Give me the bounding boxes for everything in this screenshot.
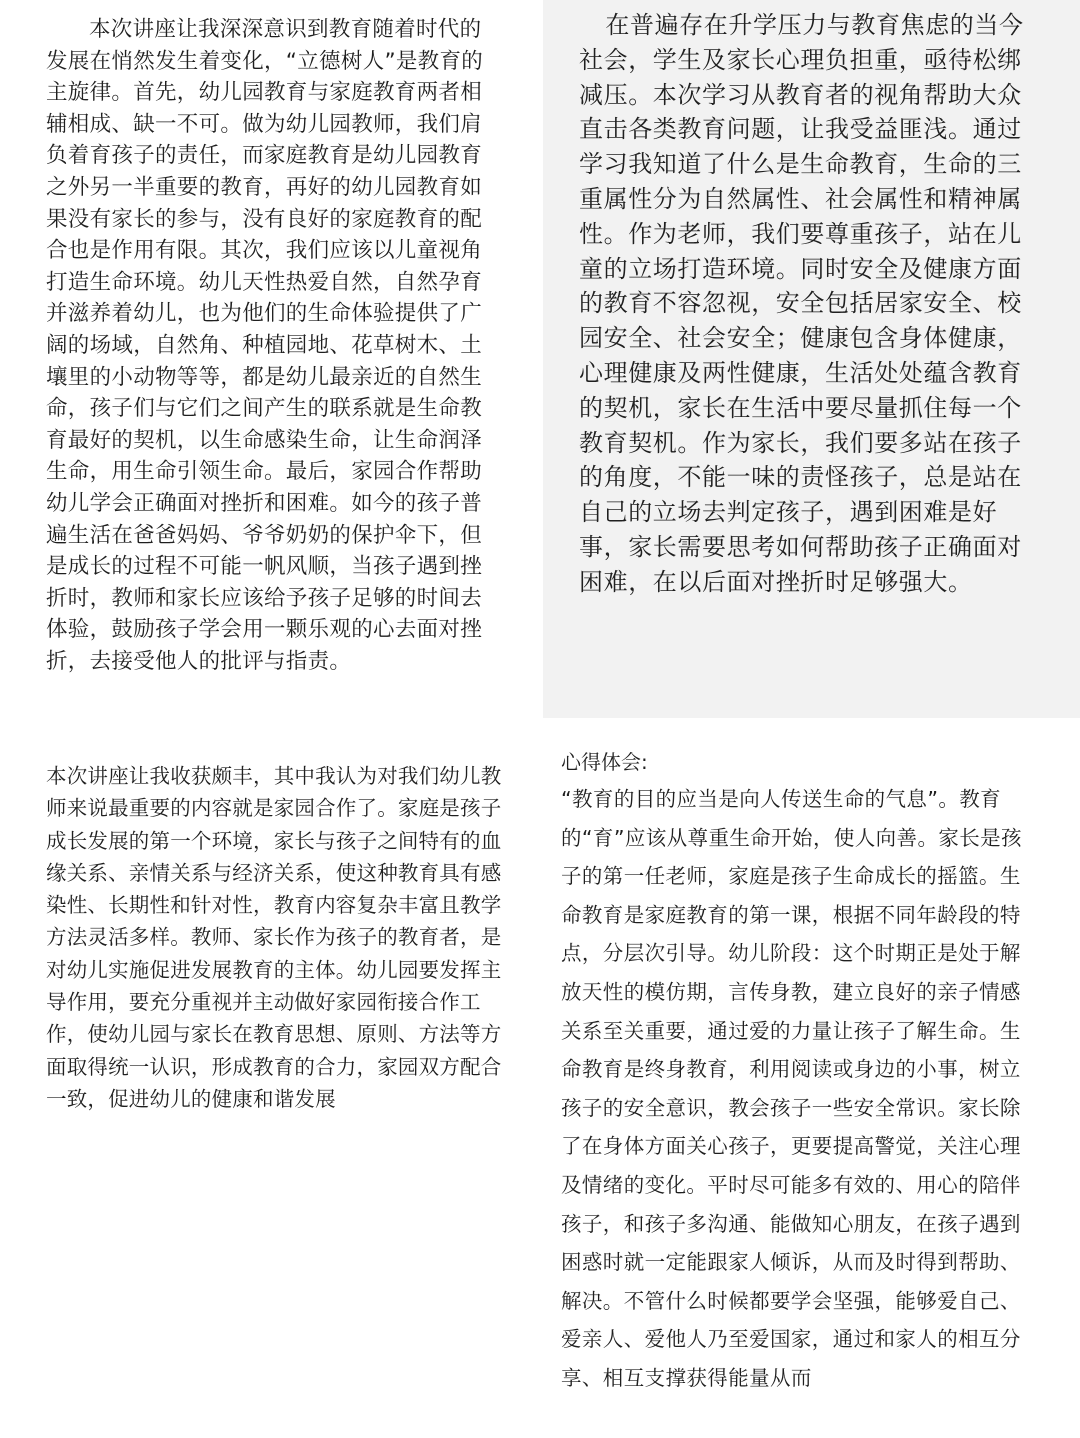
reflection-panel-top-right: [543, 0, 1080, 718]
reflection-heading: 心得体会:: [561, 750, 648, 774]
reflection-text: 本次讲座让我收获颇丰，其中我认为对我们幼儿教师来说最重要的内容就是家园合作了。家庭是孩子成长发展的第一个环境，家长与孩子之间特有的血缘关系、亲情关系与经济关系，使这种教育具有感染性、长期性和针对性，教育内容复杂丰富且教学方法灵活多样。教师、家长作为孩子的教育者，是对幼儿实施促进发展教育的主体。幼儿园要发挥主导作用，要充分重视并主动做好家园衔接合作工作，使幼儿园与家长在教育思想、原则、方法等方面取得统一认识，形成教育的合力，家园双方配合一致，促进幼儿的健康和谐发展: [46, 764, 502, 1111]
reflection-panel-bottom-left: [0, 722, 540, 1438]
reflection-text: “教育的目的应当是向人传送生命的气息”。教育的“育”应该从尊重生命开始，使人向善。家长是孩子的第一任老师，家庭是孩子生命成长的摇篮。生命教育是家庭教育的第一课，根据不同年龄段的特点，分层次引导。幼儿阶段：这个时期正是处于解放天性的模仿期，言传身教，建立良好的亲子情感关系至关重要，通过爱的力量让孩子了解生命。生命教育是终身教育，利用阅读或身边的小事，树立孩子的安全意识，教会孩子一些安全常识。家长除了在身体方面关心孩子，更要提高警觉，关注心理及情绪的变化。平时尽可能多有效的、用心的陪伴孩子，和孩子多沟通、能做知心朋友，在孩子遇到困惑时就一定能跟家人倾诉，从而及时得到帮助、解决。不管什么时候都要学会坚强，能够爱自己、爱亲人、爱他人乃至爱国家，通过和家人的相互分享、相互支撑获得能量从而: [561, 787, 1022, 1390]
reflection-panel-bottom-right: [543, 722, 1080, 1438]
reflection-text: 本次讲座让我深深意识到教育随着时代的发展在悄然发生着变化，“立德树人”是教育的主旋律。首先，幼儿园教育与家庭教育两者相辅相成、缺一不可。做为幼儿园教师，我们肩负着育孩子的责任，而家庭教育是幼儿园教育之外另一半重要的教育，再好的幼儿园教育如果没有家长的参与，没有良好的家庭教育的配合也是作用有限。其次，我们应该以儿童视角打造生命环境。幼儿天性热爱自然，自然孕育并滋养着幼儿，也为他们的生命体验提供了广阔的场域，自然角、种植园地、花草树木、土壤里的小动物等等，都是幼儿最亲近的自然生命，孩子们与它们之间产生的联系就是生命教育最好的契机，以生命感染生命，让生命润泽生命，用生命引领生命。最后，家园合作帮助幼儿学会正确面对挫折和困难。如今的孩子普遍生活在爸爸妈妈、爷爷奶奶的保护伞下，但是成长的过程不可能一帆风顺，当孩子遇到挫折时，教师和家长应该给予孩子足够的时间去体验，鼓励孩子学会用一颗乐观的心去面对挫折，去接受他人的批评与指责。: [46, 17, 484, 674]
reflection-text: 在普遍存在升学压力与教育焦虑的当今社会，学生及家长心理负担重，亟待松绑减压。本次学习从教育者的视角帮助大众直击各类教育问题，让我受益匪浅。通过学习我知道了什么是生命教育，生命的三重属性分为自然属性、社会属性和精神属性。作为老师，我们要尊重孩子，站在儿童的立场打造环境。同时安全及健康方面的教育不容忽视，安全包括居家安全、校园安全、社会安全；健康包含身体健康，心理健康及两性健康，生活处处蕴含教育的契机，家长在生活中要尽量抓住每一个教育契机。作为家长，我们要多站在孩子的角度，不能一味的责怪孩子，总是站在自己的立场去判定孩子，遇到困难是好事，家长需要思考如何帮助孩子正确面对困难，在以后面对挫折时足够强大。: [579, 11, 1024, 596]
reflection-panel-top-left: [0, 0, 540, 716]
